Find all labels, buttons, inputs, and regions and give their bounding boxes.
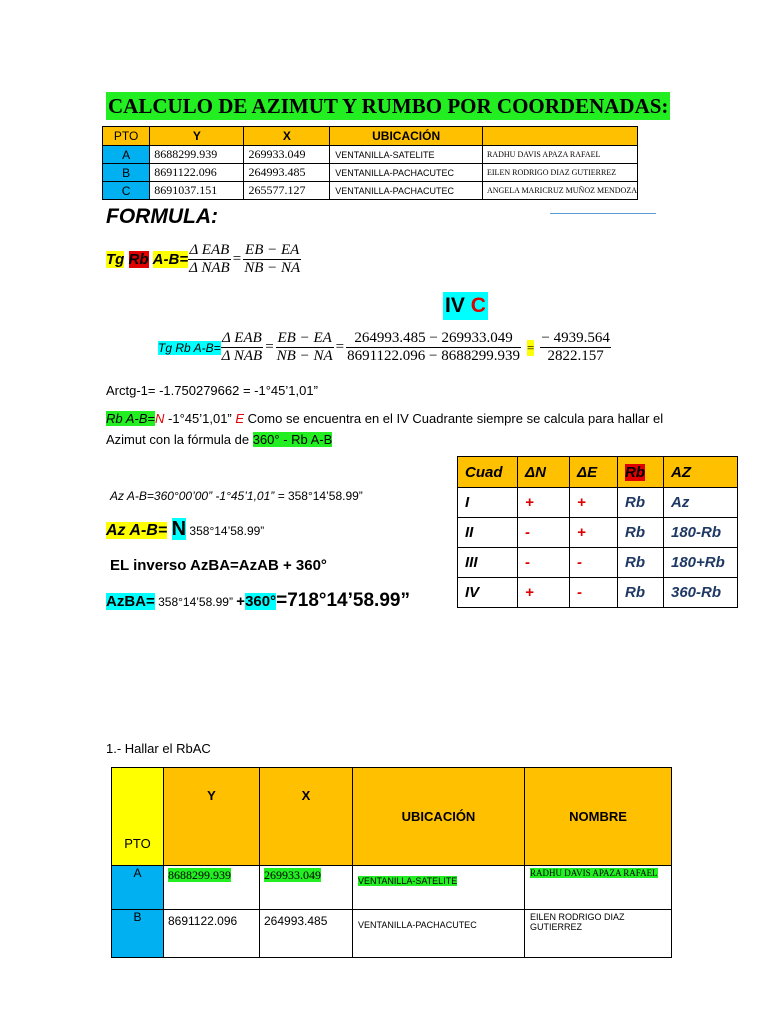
cell-x: 264993.485 xyxy=(260,910,353,958)
azimuth-formula-highlight: 360° - Rb A-B xyxy=(252,432,333,447)
cell-pto: B xyxy=(112,910,164,958)
cell-quadrant: IV xyxy=(458,578,518,608)
tangent-formula xyxy=(106,242,301,277)
fraction-denominator: Δ NAB xyxy=(189,260,230,276)
fraction-denominator: NB − NA xyxy=(276,348,333,364)
cell-y xyxy=(164,866,260,910)
azimuth-calc-result: 358°14’58.99” xyxy=(287,489,363,503)
fraction-numerator: Δ EAB xyxy=(189,242,230,258)
bearing-label: Rb A-B= xyxy=(106,411,156,426)
azimuth-ab-line xyxy=(106,518,264,541)
header-y: Y xyxy=(150,127,244,146)
page-title: CALCULO DE AZIMUT Y RUMBO POR COORDENADAS: xyxy=(108,94,669,118)
table-row xyxy=(112,910,672,958)
table-header-row xyxy=(112,768,672,866)
cell-ubicacion: VENTANILLA-PACHACUTEC xyxy=(353,910,525,958)
table-header-row xyxy=(103,127,638,146)
cell-sign-e: - xyxy=(570,548,618,578)
cell-rb: Rb xyxy=(618,548,664,578)
cell-x xyxy=(260,866,353,910)
cell-x: 265577.127 xyxy=(244,182,330,200)
bearing-e: E xyxy=(235,411,245,426)
cell-rb: Rb xyxy=(618,578,664,608)
cell-nombre: ANGELA MARICRUZ MUÑOZ MENDOZA xyxy=(483,182,638,200)
cell-nombre-value: RADHU DAVIS APAZA RAFAEL xyxy=(530,868,658,878)
quadrant-iv: IV xyxy=(445,294,465,317)
table-row xyxy=(103,164,638,182)
equals-sign: = xyxy=(232,251,242,267)
coordinate-fraction xyxy=(276,330,334,365)
cell-ubicacion: VENTANILLA-SATELITE xyxy=(330,146,483,164)
quadrant-c: C xyxy=(470,294,486,317)
inverse-azimuth: EL inverso AzBA=AzAB + 360° xyxy=(110,557,327,574)
table-row xyxy=(458,548,738,578)
cell-y: 8688299.939 xyxy=(150,146,244,164)
result-fraction xyxy=(540,330,610,365)
fraction-numerator: Δ EAB xyxy=(222,330,262,346)
computed-formula: Tg Rb A-B= $\frac{\text{Δ EAB}}{\text{Δ NAB}}$ = $\frac{EB - EA}{NB - NA}$ = $\frac{264993.485 - 269933.049}{8691122.096 - 8688299.939}$ = $\frac{- 4939.564}{2822.157}$ xyxy=(158,330,610,364)
table-row xyxy=(458,488,738,518)
cell-az: Az xyxy=(664,488,738,518)
cell-ubicacion xyxy=(353,866,525,910)
fraction-denominator: NB − NA xyxy=(244,260,301,276)
header-cuad: Cuad xyxy=(458,457,518,488)
bearing-explanation: Como se encuentra en el IV Cuadrante siempre se calcula para hallar el xyxy=(244,411,664,426)
cell-x: 264993.485 xyxy=(244,164,330,182)
azimuth-calc-expression: Az A-B=360°00’00” -1°45’1,01” = xyxy=(110,489,288,503)
cell-rb: Rb xyxy=(618,488,664,518)
formula-ab-label: A-B= xyxy=(152,251,189,268)
azimuth-ba-result: =718°14’58.99” xyxy=(276,590,410,611)
azimuth-ba-value: 358°14’58.99” xyxy=(154,595,237,609)
table-row xyxy=(103,182,638,200)
quadrant-table xyxy=(457,456,738,608)
header-x: X xyxy=(260,768,353,866)
cell-nombre: EILEN RODRIGO DIAZ GUTIERREZ xyxy=(483,164,638,182)
cell-y: 8691122.096 xyxy=(164,910,260,958)
quadrant-label xyxy=(443,292,488,320)
fraction-denominator: 8691122.096 − 8688299.939 xyxy=(347,348,521,364)
cell-nombre xyxy=(525,866,672,910)
cell-y-value: 8688299.939 xyxy=(168,868,231,882)
azimuth-ba-label: AzBA= xyxy=(106,593,155,610)
cell-az: 180+Rb xyxy=(664,548,738,578)
cell-x: 269933.049 xyxy=(244,146,330,164)
exercise-heading: 1.- Hallar el RbAC xyxy=(106,741,211,756)
cell-quadrant: I xyxy=(458,488,518,518)
azimuth-n: N xyxy=(171,518,187,540)
bearing-line xyxy=(106,411,663,426)
formula-tg-label: Tg xyxy=(106,251,125,268)
fraction-numerator: EB − EA xyxy=(245,242,300,258)
cell-nombre: EILEN RODRIGO DIAZ GUTIERREZ xyxy=(525,910,672,958)
cell-ubicacion-value: VENTANILLA-SATELITE xyxy=(358,876,458,886)
header-delta-n: ΔN xyxy=(518,457,570,488)
header-rb xyxy=(618,457,664,488)
header-pto: PTO xyxy=(112,768,164,866)
fraction-numerator: − 4939.564 xyxy=(541,330,610,346)
header-nombre xyxy=(483,127,638,146)
header-az: AZ xyxy=(664,457,738,488)
cell-sign-e: - xyxy=(570,578,618,608)
azimuth-ab-value: 358°14’58.99” xyxy=(186,524,265,538)
cell-y: 8691037.151 xyxy=(150,182,244,200)
table-row xyxy=(458,578,738,608)
header-ubicacion: UBICACIÓN xyxy=(353,768,525,866)
header-pto: PTO xyxy=(103,127,150,146)
cell-rb: Rb xyxy=(618,518,664,548)
cell-ubicacion: VENTANILLA-PACHACUTEC xyxy=(330,182,483,200)
cell-pto: A xyxy=(103,146,150,164)
header-delta-e: ΔE xyxy=(570,457,618,488)
divider-line xyxy=(550,213,656,214)
delta-fraction xyxy=(221,330,264,365)
formula-label: Tg Rb A-B= xyxy=(158,340,221,355)
exercise-table xyxy=(111,767,672,958)
header-y: Y xyxy=(164,768,260,866)
table-row xyxy=(112,866,672,910)
bearing-value: -1°45’1,01” xyxy=(164,411,236,426)
fraction-denominator: 2822.157 xyxy=(547,348,604,364)
cell-x-value: 269933.049 xyxy=(264,868,321,882)
coordinate-fraction xyxy=(243,242,301,277)
cell-sign-e: + xyxy=(570,518,618,548)
cell-az: 360-Rb xyxy=(664,578,738,608)
delta-fraction xyxy=(188,242,231,277)
azimuth-text: Azimut con la fórmula de xyxy=(106,432,253,447)
bearing-n: N xyxy=(155,411,165,426)
cell-nombre: RADHU DAVIS APAZA RAFAEL xyxy=(483,146,638,164)
azimuth-ba-360: 360° xyxy=(245,593,277,610)
cell-quadrant: II xyxy=(458,518,518,548)
table-row xyxy=(458,518,738,548)
equals-sign-highlight: = xyxy=(527,339,535,355)
fraction-numerator: 264993.485 − 269933.049 xyxy=(346,330,521,348)
cell-sign-n: + xyxy=(518,578,570,608)
azimuth-ba-line xyxy=(106,590,410,612)
azimuth-calculation xyxy=(110,489,363,503)
cell-pto: B xyxy=(103,164,150,182)
cell-ubicacion: VENTANILLA-PACHACUTEC xyxy=(330,164,483,182)
fraction-numerator: EB − EA xyxy=(277,330,332,346)
equals-sign: = xyxy=(265,339,274,355)
cell-sign-e: + xyxy=(570,488,618,518)
numeric-fraction xyxy=(346,330,521,365)
cell-quadrant: III xyxy=(458,548,518,578)
cell-pto: A xyxy=(112,866,164,910)
cell-pto: C xyxy=(103,182,150,200)
cell-sign-n: - xyxy=(518,518,570,548)
formula-heading: FORMULA: xyxy=(106,205,218,228)
cell-az: 180-Rb xyxy=(664,518,738,548)
fraction-denominator: Δ NAB xyxy=(221,348,263,364)
header-x: X xyxy=(244,127,330,146)
table-header-row xyxy=(458,457,738,488)
cell-y: 8691122.096 xyxy=(150,164,244,182)
header-nombre: NOMBRE xyxy=(525,768,672,866)
arctangent-line: Arctg-1= -1.750279662 = -1°45’1,01” xyxy=(106,383,318,398)
bearing-line-2 xyxy=(106,432,332,447)
header-ubicacion: UBICACIÓN xyxy=(330,127,483,146)
cell-sign-n: - xyxy=(518,548,570,578)
azimuth-ab-label: Az A-B= xyxy=(106,522,168,539)
formula-rb-label: Rb xyxy=(128,251,149,268)
plus-sign: + xyxy=(236,593,246,610)
cell-sign-n: + xyxy=(518,488,570,518)
header-rb-label: Rb xyxy=(625,463,645,481)
coordinates-table xyxy=(102,126,638,200)
table-row xyxy=(103,146,638,164)
